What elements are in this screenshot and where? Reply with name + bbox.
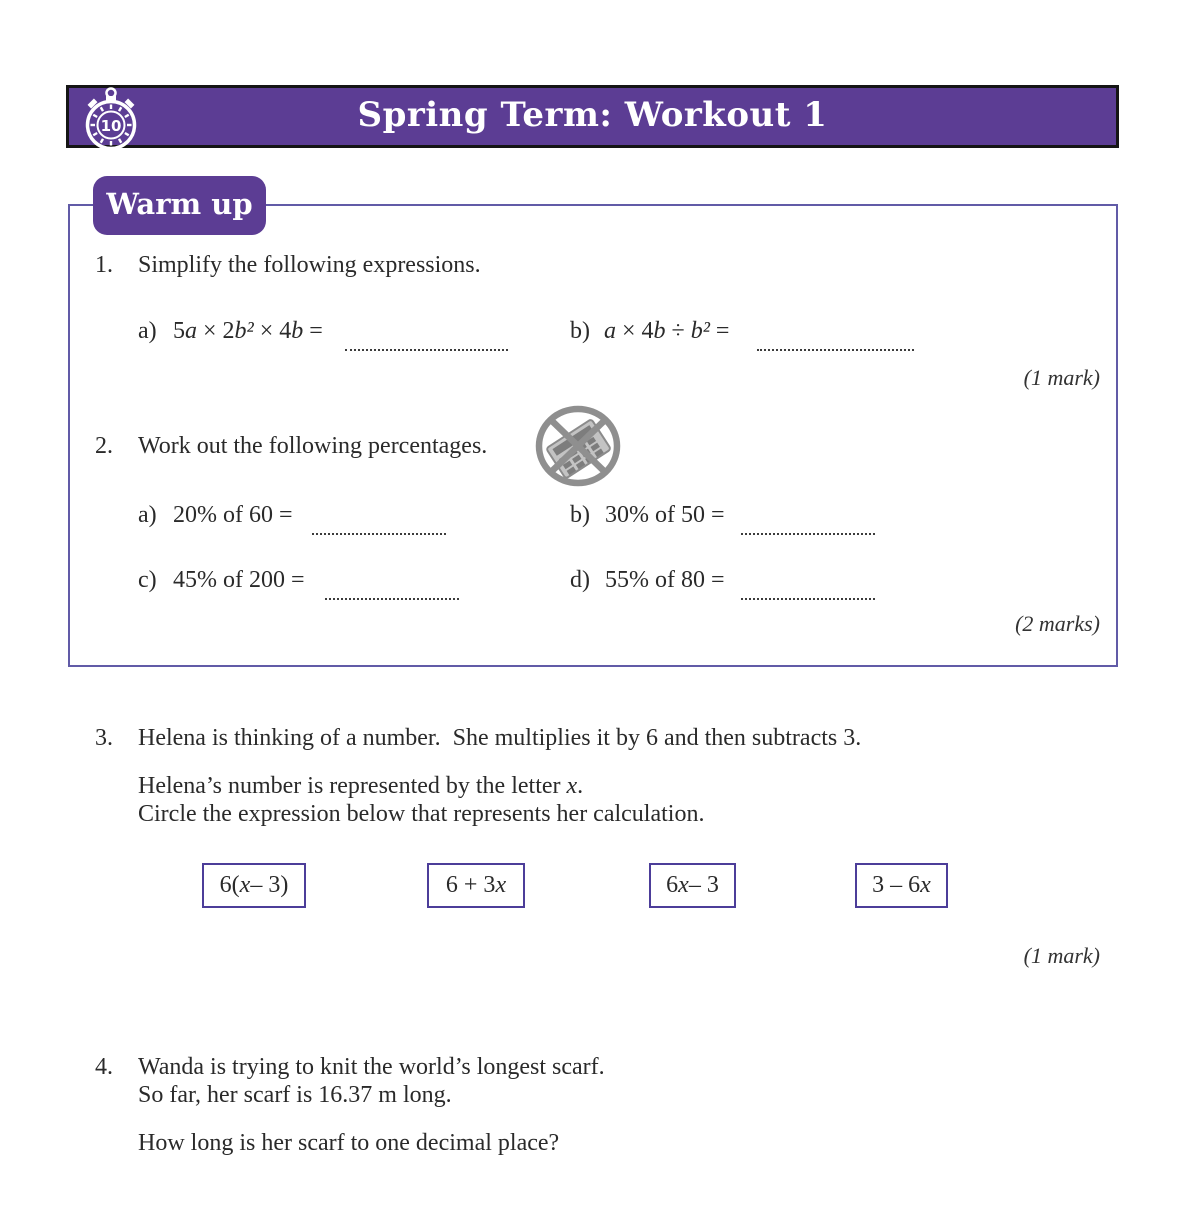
q3-marks-label: (1 mark) <box>1023 943 1100 968</box>
page-title: Spring Term: Workout 1 <box>357 95 828 135</box>
q2-number: 2. <box>95 433 113 459</box>
q4-number: 4. <box>95 1054 113 1080</box>
q1-prompt: Simplify the following expressions. <box>138 252 481 278</box>
q3-line1: Helena is thinking of a number. She multiplies it by 6 and then subtracts 3. <box>138 725 862 751</box>
header-banner <box>66 85 1119 148</box>
expression-option-1[interactable]: 6( x – 3) <box>202 863 306 908</box>
q2c-text: 45% of 200 = <box>173 567 305 593</box>
q2d-answer-blank[interactable] <box>741 574 875 600</box>
q3-number: 3. <box>95 725 113 751</box>
warm-up-label: Warm up <box>106 186 253 221</box>
q1-marks-label: (1 mark) <box>1023 365 1100 390</box>
expression-option-4[interactable]: 3 – 6 x <box>855 863 948 908</box>
q2a-text: 20% of 60 = <box>173 502 293 528</box>
q1a-expression: 5a × 2b² × 4b = <box>173 318 323 344</box>
expression-option-3[interactable]: 6 x – 3 <box>649 863 736 908</box>
timer-minutes-label: 10 <box>100 117 122 135</box>
q2b-label: b) <box>570 502 590 528</box>
q2c-answer-blank[interactable] <box>325 574 459 600</box>
q2c-label: c) <box>138 567 157 593</box>
q1-number: 1. <box>95 252 113 278</box>
no-calculator-icon <box>531 404 625 488</box>
q3-line2: Helena’s number is represented by the letter x. <box>138 773 584 799</box>
q2d-label: d) <box>570 567 590 593</box>
q1b-answer-blank[interactable] <box>757 325 914 351</box>
q4-line3: How long is her scarf to one decimal place? <box>138 1130 560 1156</box>
q2-prompt: Work out the following percentages. <box>138 433 488 459</box>
q2-marks-label: (2 marks) <box>1015 611 1100 636</box>
expression-option-2[interactable]: 6 + 3 x <box>427 863 525 908</box>
q2b-answer-blank[interactable] <box>741 509 875 535</box>
q1a-label: a) <box>138 318 157 344</box>
q2d-text: 55% of 80 = <box>605 567 725 593</box>
q2b-text: 30% of 50 = <box>605 502 725 528</box>
q2a-label: a) <box>138 502 157 528</box>
stopwatch-icon <box>80 84 142 154</box>
q4-line1: Wanda is trying to knit the world’s longest scarf. <box>138 1054 605 1080</box>
q4-line2: So far, her scarf is 16.37 m long. <box>138 1082 452 1108</box>
warm-up-badge <box>93 176 266 235</box>
q1a-answer-blank[interactable] <box>345 325 508 351</box>
q1b-expression: a × 4b ÷ b² = <box>604 318 730 344</box>
q3-line3: Circle the expression below that represents her calculation. <box>138 801 705 827</box>
q2a-answer-blank[interactable] <box>312 509 446 535</box>
q1b-label: b) <box>570 318 590 344</box>
